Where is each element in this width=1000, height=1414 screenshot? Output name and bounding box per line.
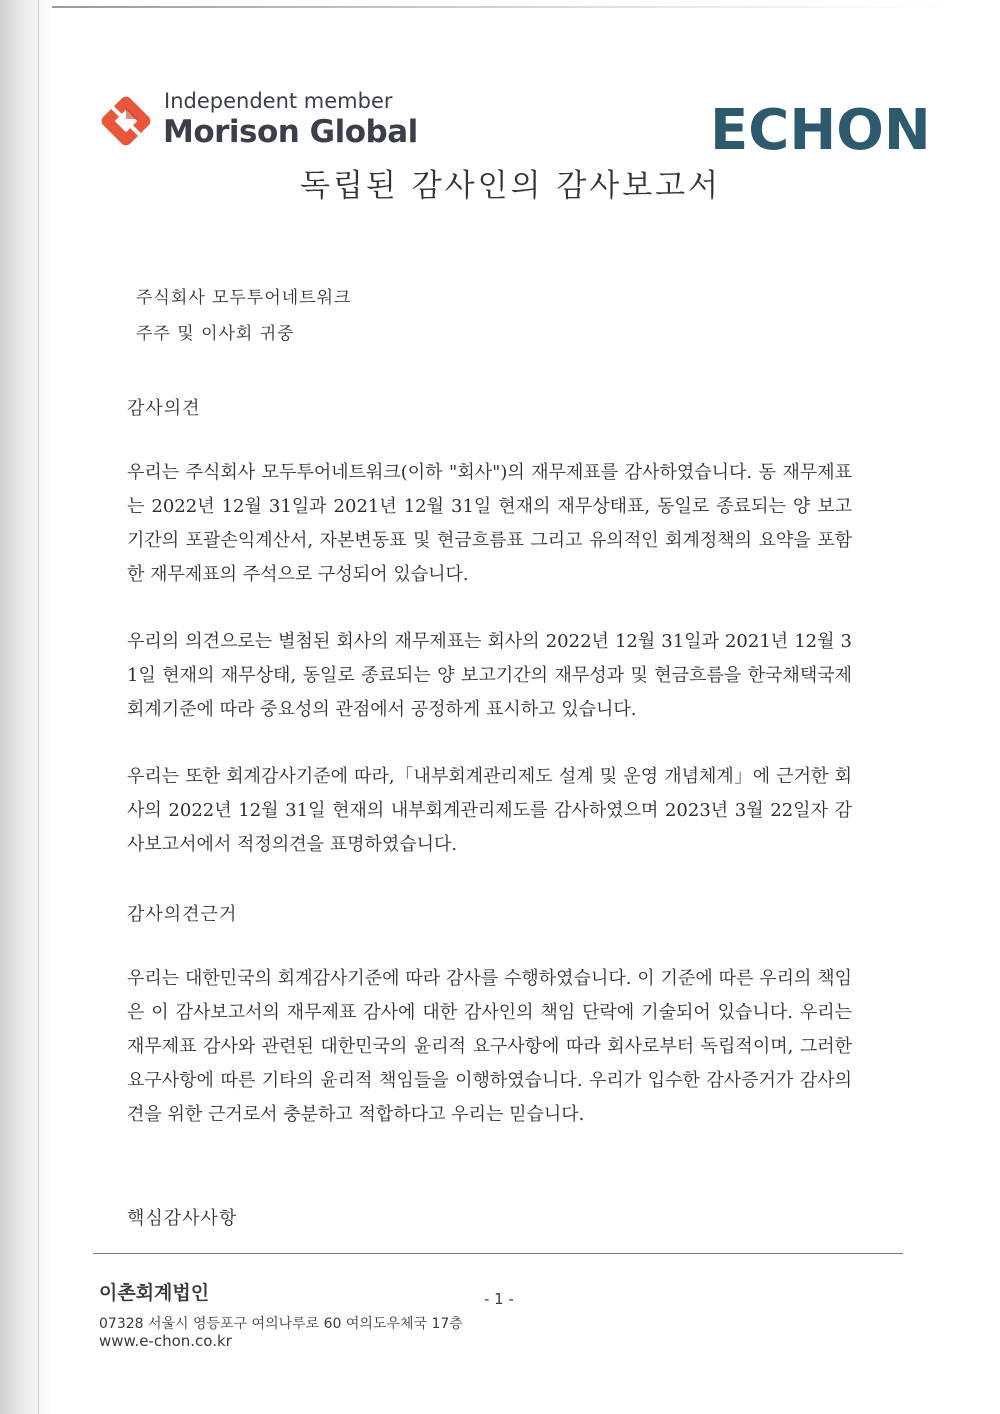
paragraph-opinion-2: 우리의 의견으로는 별첨된 회사의 재무제표는 회사의 2022년 12월 31일과 2021년 12월 31일 현재의 재무상태, 동일로 종료되는 양 보고기간의 재무성과 및 현금흐름을 한국채택국제회계기준에 따라 중요성의 관점에서 공정하게 표시하고 있습니다. (127, 631, 852, 720)
scan-top-edge (52, 6, 952, 8)
document-title: 독립된 감사인의 감사보고서 (300, 168, 722, 204)
heading-opinion: 감사의견 (127, 398, 201, 419)
paragraph-opinion-3: 우리는 또한 회계감사기준에 따라,「내부회계관리제도 설계 및 운영 개념체계」에 근거한 회사의 2022년 12월 31일 현재의 내부회계관리제도를 감사하였으며 2023년 3월 22일자 감사보고서에서 적정의견을 표명하였습니다. (127, 766, 852, 855)
footer-firm-name: 이촌회계법인 (99, 1282, 210, 1304)
scan-binding-line (38, 0, 39, 1414)
footer-divider (93, 1253, 903, 1254)
addressee-recipients: 주주 및 이사회 귀중 (136, 324, 295, 344)
logo-name: Morison Global (163, 114, 418, 150)
heading-key-audit-matters: 핵심감사사항 (127, 1208, 238, 1229)
page-number: - 1 - (484, 1290, 514, 1308)
footer-website: www.e-chon.co.kr (99, 1332, 232, 1350)
morison-logo-icon (98, 93, 154, 149)
paragraph-opinion-1: 우리는 주식회사 모두투어네트워크(이하 "회사")의 재무제표를 감사하였습니다. 동 재무제표는 2022년 12월 31일과 2021년 12월 31일 현재의 재무상태표, 동일로 종료되는 양 보고기간의 포괄손익계산서, 자본변동표 및 현금흐름표 그리고 유의적인 회계정책의 요약을 포함한 재무제표의 주석으로 구성되어 있습니다. (127, 462, 852, 585)
brand-wordmark: ECHON (710, 98, 931, 163)
heading-basis: 감사의견근거 (127, 904, 238, 925)
logo-tagline: Independent member (164, 89, 393, 113)
scan-binding-shadow (0, 0, 52, 1414)
paragraph-basis-1: 우리는 대한민국의 회계감사기준에 따라 감사를 수행하였습니다. 이 기준에 따른 우리의 책임은 이 감사보고서의 재무제표 감사에 대한 감사인의 책임 단락에 기술되어 있습니다. 우리는 재무제표 감사와 관련된 대한민국의 윤리적 요구사항에 따라 회사로부터 독립적이며, 그러한 요구사항에 따른 기타의 윤리적 책임들을 이행하였습니다. 우리가 입수한 감사증거가 감사의견을 위한 근거로서 충분하고 적합하다고 우리는 믿습니다. (127, 968, 852, 1125)
footer-address: 07328 서울시 영등포구 여의나루로 60 여의도우체국 17층 (99, 1316, 463, 1332)
addressee-company: 주식회사 모두투어네트워크 (136, 288, 352, 308)
